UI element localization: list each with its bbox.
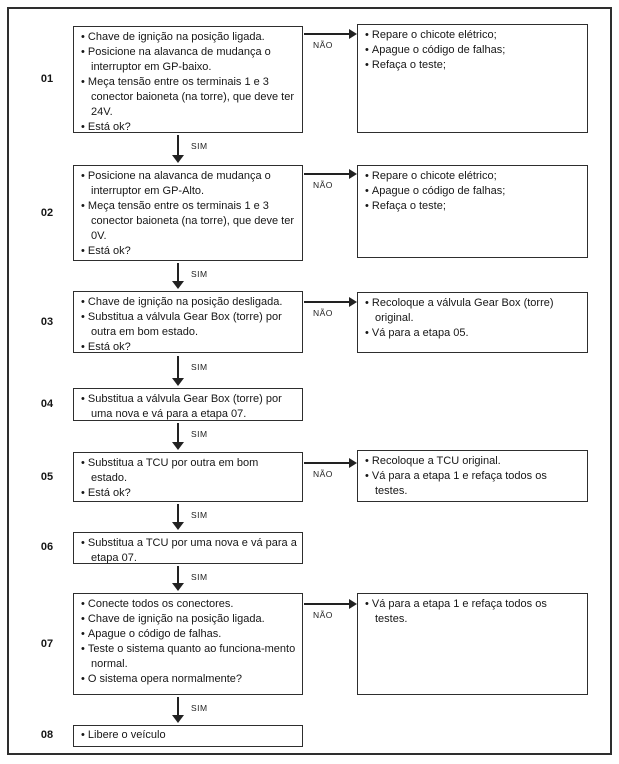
sim-arrow-04 xyxy=(172,423,208,450)
sim-label: SIM xyxy=(191,510,208,520)
sim-arrow-01 xyxy=(172,135,208,163)
step-02-no-box xyxy=(357,165,588,258)
step-01-box xyxy=(73,26,303,133)
nao-label: NÃO xyxy=(313,308,333,318)
bullet-item: • Chave de ignição na posição ligada. xyxy=(81,30,297,45)
bullet-item: • Refaça o teste; xyxy=(365,199,582,214)
bullet-item: • Conecte todos os conectores. xyxy=(81,597,297,612)
arrow-shaft xyxy=(177,504,179,522)
step-number-02: 02 xyxy=(40,207,54,219)
nao-arrow-02 xyxy=(304,168,357,194)
bullet-item: • O sistema opera normalmente? xyxy=(81,672,297,687)
bullet-item: • Meça tensão entre os terminais 1 e 3 conector baioneta (na torre), que deve ter 24V. xyxy=(81,75,297,120)
bullet-item: • Vá para a etapa 1 e refaça todos os testes. xyxy=(365,597,582,627)
step-07-box xyxy=(73,593,303,695)
arrow-shaft xyxy=(177,697,179,715)
arrow-head-icon xyxy=(349,169,357,179)
sim-arrow-03 xyxy=(172,356,208,386)
arrow-head-icon xyxy=(349,29,357,39)
arrow-head-icon xyxy=(172,281,184,289)
arrow-shaft xyxy=(304,603,349,605)
arrow-head-icon xyxy=(349,297,357,307)
sim-arrow-05 xyxy=(172,504,208,530)
bullet-item: • Apague o código de falhas; xyxy=(365,184,582,199)
sim-arrow-07 xyxy=(172,697,208,723)
arrow-shaft xyxy=(304,173,349,175)
arrow-shaft xyxy=(177,566,179,583)
arrow-head-icon xyxy=(349,599,357,609)
bullet-item: • Apague o código de falhas. xyxy=(81,627,297,642)
step-01-no-box xyxy=(357,24,588,133)
bullet-item: • Apague o código de falhas; xyxy=(365,43,582,58)
sim-label: SIM xyxy=(191,141,208,151)
step-number-04: 04 xyxy=(40,398,54,410)
step-06-box xyxy=(73,532,303,564)
sim-label: SIM xyxy=(191,269,208,279)
step-number-06: 06 xyxy=(40,541,54,553)
nao-arrow-03 xyxy=(304,296,357,322)
bullet-item: • Está ok? xyxy=(81,486,297,501)
nao-label: NÃO xyxy=(313,40,333,50)
bullet-item: • Vá para a etapa 1 e refaça todos os testes. xyxy=(365,469,582,499)
arrow-shaft xyxy=(177,263,179,281)
step-number-01: 01 xyxy=(40,73,54,85)
nao-arrow-07 xyxy=(304,598,357,624)
arrow-shaft xyxy=(177,356,179,378)
arrow-shaft xyxy=(304,301,349,303)
bullet-item: • Chave de ignição na posição desligada. xyxy=(81,295,297,310)
bullet-item: • Posicione na alavanca de mudança o interruptor em GP-Alto. xyxy=(81,169,297,199)
bullet-item: • Teste o sistema quanto ao funciona-mento normal. xyxy=(81,642,297,672)
arrow-head-icon xyxy=(172,522,184,530)
bullet-item: • Chave de ignição na posição ligada. xyxy=(81,612,297,627)
step-number-07: 07 xyxy=(40,638,54,650)
arrow-head-icon xyxy=(172,583,184,591)
bullet-item: • Está ok? xyxy=(81,340,297,353)
step-number-08: 08 xyxy=(40,729,54,741)
sim-label: SIM xyxy=(191,362,208,372)
step-02-box xyxy=(73,165,303,261)
arrow-head-icon xyxy=(172,715,184,723)
step-03-box xyxy=(73,291,303,353)
bullet-item: • Recoloque a válvula Gear Box (torre) original. xyxy=(365,296,582,326)
nao-label: NÃO xyxy=(313,610,333,620)
sim-arrow-06 xyxy=(172,566,208,591)
bullet-item: • Repare o chicote elétrico; xyxy=(365,28,582,43)
bullet-item: • Recoloque a TCU original. xyxy=(365,454,582,469)
nao-arrow-01 xyxy=(304,28,357,54)
bullet-item: • Vá para a etapa 05. xyxy=(365,326,582,341)
step-number-05: 05 xyxy=(40,471,54,483)
bullet-item: • Meça tensão entre os terminais 1 e 3 conector baioneta (na torre), que deve ter 0V. xyxy=(81,199,297,244)
sim-label: SIM xyxy=(191,572,208,582)
bullet-item: • Posicione na alavanca de mudança o interruptor em GP-baixo. xyxy=(81,45,297,75)
bullet-item: • Substitua a TCU por outra em bom estado. xyxy=(81,456,297,486)
step-08-box xyxy=(73,725,303,747)
step-07-no-box xyxy=(357,593,588,695)
step-number-03: 03 xyxy=(40,316,54,328)
arrow-head-icon xyxy=(172,155,184,163)
bullet-item: • Está ok? xyxy=(81,244,297,259)
bullet-item: • Substitua a válvula Gear Box (torre) por outra em bom estado. xyxy=(81,310,297,340)
bullet-item: • Refaça o teste; xyxy=(365,58,582,73)
sim-label: SIM xyxy=(191,429,208,439)
arrow-shaft xyxy=(304,462,349,464)
nao-label: NÃO xyxy=(313,180,333,190)
bullet-item: • Substitua a TCU por uma nova e vá para a etapa 07. xyxy=(81,536,297,564)
arrow-shaft xyxy=(304,33,349,35)
bullet-item: • Está ok? xyxy=(81,120,297,133)
nao-label: NÃO xyxy=(313,469,333,479)
bullet-item: • Libere o veículo xyxy=(81,728,297,743)
step-03-no-box xyxy=(357,292,588,353)
step-05-no-box xyxy=(357,450,588,502)
sim-arrow-02 xyxy=(172,263,208,289)
bullet-item: • Repare o chicote elétrico; xyxy=(365,169,582,184)
arrow-shaft xyxy=(177,135,179,155)
arrow-head-icon xyxy=(349,458,357,468)
arrow-head-icon xyxy=(172,442,184,450)
step-04-box xyxy=(73,388,303,421)
bullet-item: • Substitua a válvula Gear Box (torre) por uma nova e vá para a etapa 07. xyxy=(81,392,297,421)
sim-label: SIM xyxy=(191,703,208,713)
step-05-box xyxy=(73,452,303,502)
nao-arrow-05 xyxy=(304,457,357,483)
arrow-shaft xyxy=(177,423,179,442)
arrow-head-icon xyxy=(172,378,184,386)
